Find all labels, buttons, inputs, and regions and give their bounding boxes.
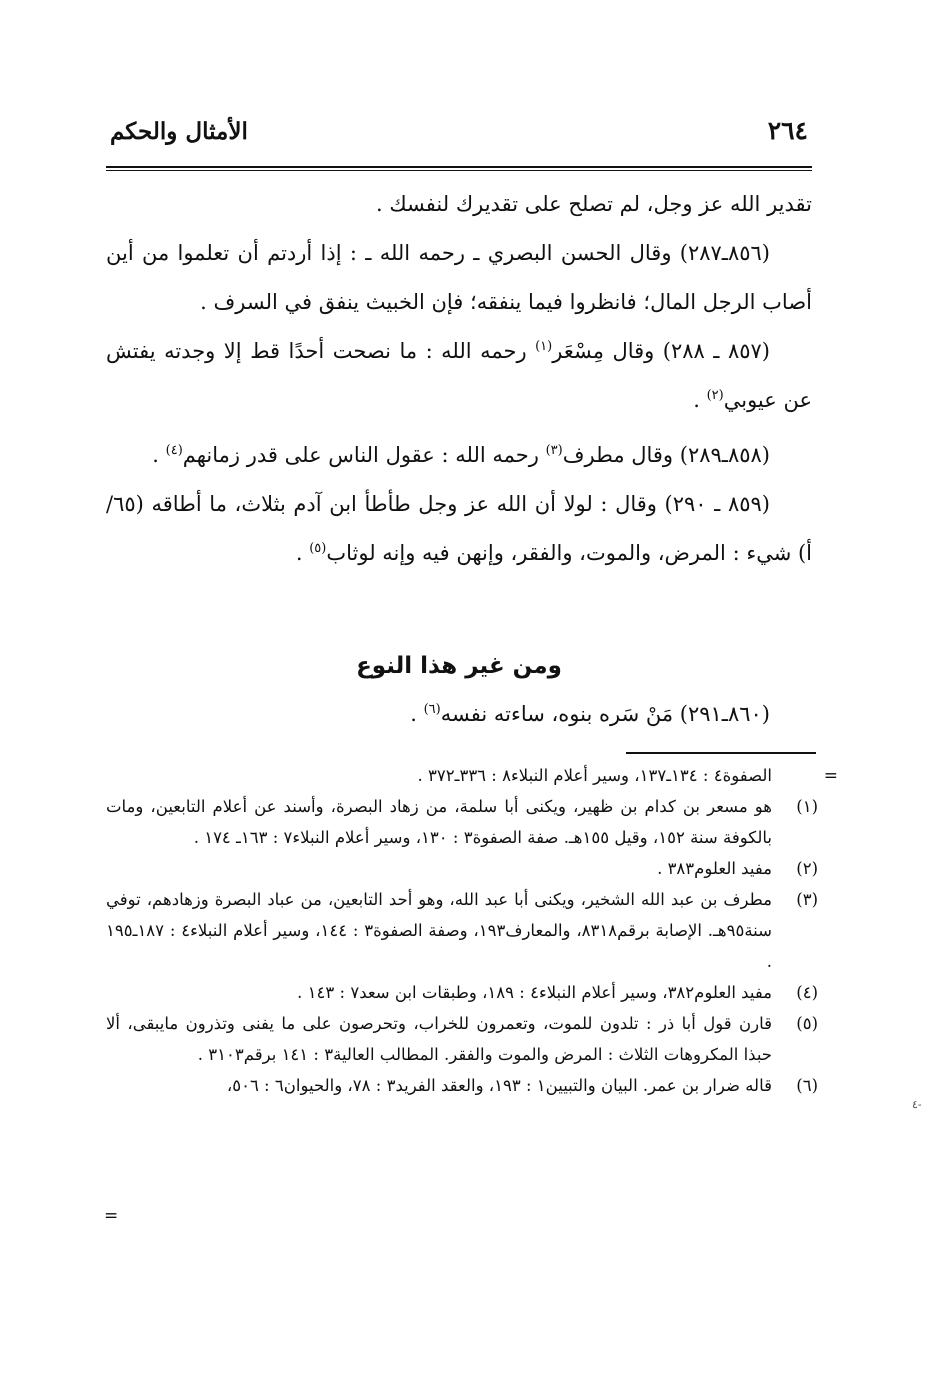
section-heading: ومن غير هذا النوع	[356, 653, 562, 679]
footnote-1-text: هو مسعر بن كدام بن ظهير، ويكنى أبا سلمة، من زهاد البصرة، وأسند عن أعلام التابعين، ومات بالكوفة سنة ١٥٢، وقيل ١٥٥هـ. صفة الصفوة٣ : ١٣٠، وسير أعلام النبلاء٧ : ١٦٣ـ ١٧٤ .	[106, 797, 772, 847]
footnote-continuation-mark: =	[823, 766, 838, 786]
footnote-6-text: قاله ضرار بن عمر. البيان والتبيين١ : ١٩٣، والعقد الفريد٣ : ٧٨، والحيوان٦ : ٥٠٦،	[226, 1076, 772, 1095]
proverb-860-part-a: (٨٦٠ـ٢٩١) مَنْ سَره بنوه، ساءته نفسه	[440, 702, 770, 726]
proverb-859	[106, 480, 812, 578]
running-title: الأمثال والحكم	[110, 118, 248, 145]
proverb-857-end: .	[693, 388, 707, 412]
footnote-ref-2[interactable]: (٢)	[706, 388, 724, 403]
proverb-860	[106, 690, 812, 739]
footnote-4-number: (٤)	[796, 983, 818, 1002]
footnote-5	[106, 1008, 818, 1070]
footnote-2-text: مفيد العلوم٣٨٣ .	[657, 859, 772, 878]
proverb-858	[106, 431, 812, 480]
footnote-continuation	[106, 760, 818, 791]
proverb-857	[106, 327, 812, 425]
footnote-4	[106, 977, 818, 1008]
footnote-1-number: (١)	[796, 797, 818, 816]
footnote-end-mark: =	[104, 1206, 119, 1226]
footnote-2-number: (٢)	[796, 859, 818, 878]
footnote-3	[106, 884, 818, 977]
header-rule	[106, 166, 812, 171]
footnote-ref-3[interactable]: (٣)	[545, 443, 563, 458]
proverb-857-part-b: رحمه الله : ما نصحت أحدًا قط إلا وجدته يفتش عن عيوبي	[106, 339, 812, 412]
footnote-5-text: قارن قول أبا ذر : تلدون للموت، وتعمرون للخراب، وتحرصون على ما يفنى وتذرون مايبقى، ألا حبذا المكروهات الثلاث : المرض والموت والفقر. المطالب العالية٣ : ١٤١ برقم٣١٠٣ .	[106, 1014, 772, 1064]
paragraph-continuation: تقدير الله عز وجل، لم تصلح على تقديرك لنفسك .	[376, 192, 812, 216]
footnote-5-number: (٥)	[796, 1014, 818, 1033]
proverb-858-part-b: رحمه الله : عقول الناس على قدر زمانهم	[182, 443, 546, 467]
footnote-ref-6[interactable]: (٦)	[423, 702, 441, 717]
main-text	[106, 180, 812, 578]
proverb-858-end: .	[152, 443, 166, 467]
proverb-860-end: .	[410, 702, 424, 726]
proverb-856: (٨٥٦ـ٢٨٧) وقال الحسن البصري ـ رحمه الله ـ : إذا أردتم أن تعلموا من أين أصاب الرجل المال؛ فانظروا فيما ينفقه؛ فإن الخبيث ينفق في السرف .	[106, 241, 812, 314]
proverb-859-end: .	[295, 541, 310, 565]
proverb-857-part-a: (٨٥٧ ـ ٢٨٨) وقال مِسْعَر	[552, 339, 770, 363]
footnote-ref-5[interactable]: (٥)	[309, 541, 327, 556]
footnote-6-number: (٦)	[796, 1076, 818, 1095]
footnote-2	[106, 853, 818, 884]
footnote-continuation-text: الصفوة٤ : ١٣٤ـ١٣٧، وسير أعلام النبلاء٨ : ٣٣٦ـ٣٧٢ .	[417, 766, 772, 785]
footnote-separator	[626, 752, 816, 754]
footnote-3-text: مطرف بن عبد الله الشخير، ويكنى أبا عبد الله، وهو أحد التابعين، من عباد البصرة وزهادهم، توفي سنة٩٥هـ. الإصابة برقم٨٣١٨، والمعارف١٩٣، وصفة الصفوة٣ : ١٤٤، وسير أعلام النبلاء٤ : ١٨٧ـ١٩٥ .	[106, 890, 772, 971]
footnote-ref-4[interactable]: (٤)	[165, 443, 183, 458]
footnote-ref-1[interactable]: (١)	[535, 339, 553, 354]
section-entries	[106, 690, 812, 739]
proverb-858-part-a: (٨٥٨ـ٢٨٩) وقال مطرف	[562, 443, 770, 467]
margin-note: ٤-	[912, 1098, 922, 1111]
footnote-1	[106, 791, 818, 853]
proverb-859-part-a: (٨٥٩ ـ ٢٩٠) وقال : لولا أن الله عز وجل طأطأ ابن آدم بثلاث، ما أطاقه (٦٥/ أ) شيء : المرض، والموت، والفقر، وإنهن فيه وإنه لوثاب	[106, 492, 812, 565]
page-number: ٢٦٤	[767, 116, 808, 145]
footnote-4-text: مفيد العلوم٣٨٢، وسير أعلام النبلاء٤ : ١٨٩، وطبقات ابن سعد٧ : ١٤٣ .	[297, 983, 772, 1002]
footnote-3-number: (٣)	[796, 890, 818, 909]
footnotes	[106, 760, 818, 1101]
footnote-6	[106, 1070, 818, 1101]
